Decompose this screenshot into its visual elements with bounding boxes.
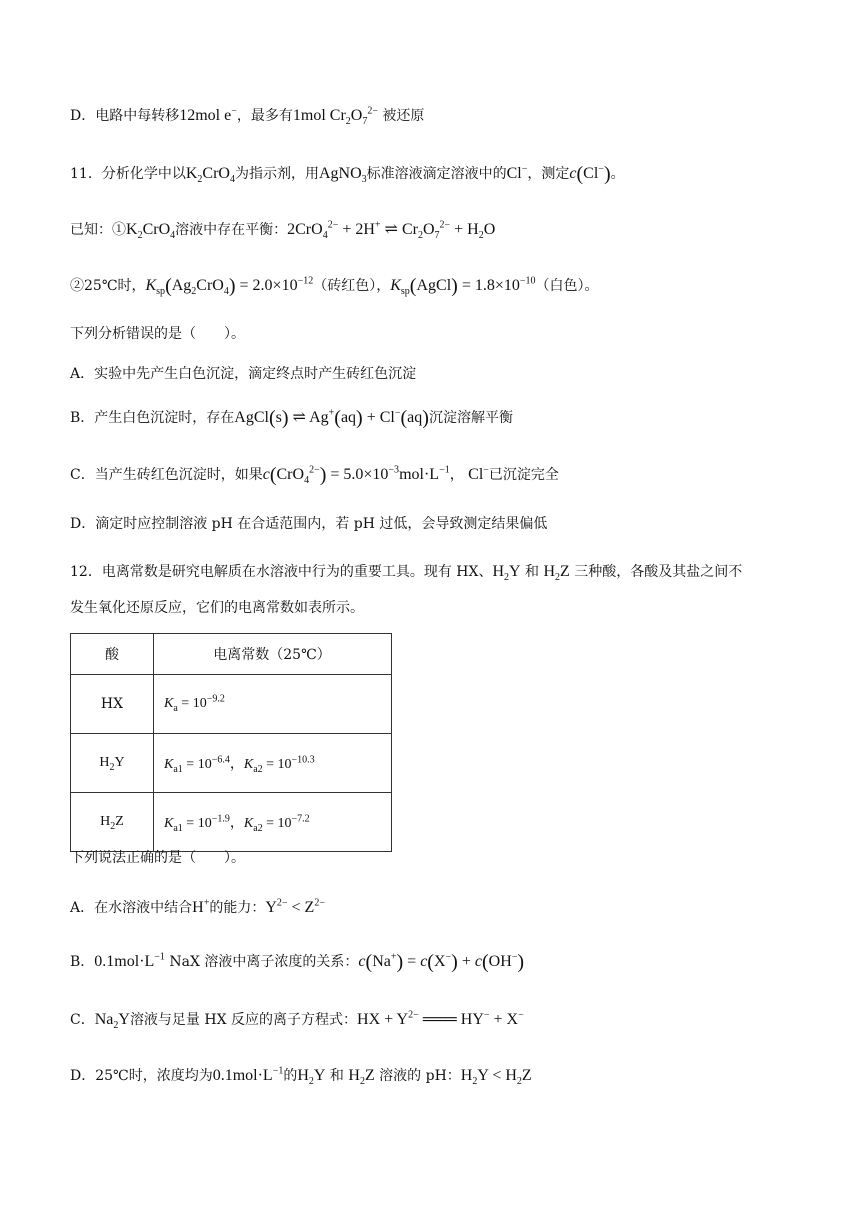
q11-stem: 11．分析化学中以$K_2CrO_4$为指示剂，用AgNO$_3$标准溶液滴定溶液中的Cl−，测定c(Cl−)。 bbox=[70, 163, 625, 186]
nax-concentration: $0.1mol\cdot L^{-1}$ bbox=[94, 951, 165, 970]
comparison-expression: $Y^{2-} < Z^{2-}$ bbox=[265, 897, 325, 916]
dissolution-equilibrium: AgCl(s) ⇌ Ag+(aq) + Cl−(aq) bbox=[234, 407, 429, 429]
table-row bbox=[71, 734, 392, 793]
formula-h2z: $H_2Z$ bbox=[348, 1067, 375, 1088]
formula-k2cro4: $K_2CrO_4$ bbox=[185, 165, 235, 186]
header-constant: 电离常数（25℃） bbox=[154, 634, 392, 675]
ph-comparison: $H_2Y < H_2Z$ bbox=[460, 1067, 532, 1088]
charge-balance-expression: c(Na+) = c(X−) + c(OH−) bbox=[358, 951, 525, 973]
constant-cell: $K_{a1} = 10^{-6.4}$，$K_{a2} = 10^{-10.3}$ bbox=[154, 734, 392, 793]
q11-option-d: D．滴定时应控制溶液 pH 在合适范围内，若 pH 过低，会导致测定结果偏低 bbox=[70, 516, 548, 532]
formula-h-ion: H+ bbox=[192, 897, 210, 916]
electron-quantity: 12mol e− bbox=[179, 105, 237, 124]
q11-question: 下列分析错误的是（ ）。 bbox=[70, 326, 245, 342]
formula-k2cro4: $K_2CrO_4$ bbox=[126, 221, 176, 242]
q12-option-a: A．在水溶液中结合H+的能力：$Y^{2-} < Z^{2-}$ bbox=[70, 897, 325, 916]
table-row bbox=[71, 793, 392, 852]
acid-cell: HX bbox=[71, 675, 154, 734]
q12-option-c: C．$Na_2Y$溶液与足量 HX 反应的离子方程式：HX + $Y^{2-}$ ═══ HY− + X− bbox=[70, 1009, 524, 1032]
q12-option-d: D．25℃时，浓度均为$0.1mol\cdot L^{-1}$的$H_2Y$ 和 $H_2Z$ 溶液的 pH：$H_2Y < H_2Z$ bbox=[70, 1065, 532, 1088]
q12-question: 下列说法正确的是（ ）。 bbox=[70, 850, 245, 866]
formula-cl-ion: Cl− bbox=[468, 464, 489, 483]
table-row bbox=[71, 675, 392, 734]
q11-option-a: A．实验中先产生白色沉淀，滴定终点时产生砖红色沉淀 bbox=[70, 366, 417, 382]
equilibrium-equation: 2CrO$_4^{2-}$ + 2H+ ⇌ $Cr_2O_7^{2-} + H_2O$ bbox=[287, 219, 496, 242]
constant-cell: $K_{a1} = 10^{-1.9}$，$K_{a2} = 10^{-7.2}$ bbox=[154, 793, 392, 852]
q12-option-b: B．$0.1mol\cdot L^{-1}$ NaX 溶液中离子浓度的关系：c(Na+) = c(X−) + c(OH−) bbox=[70, 951, 525, 973]
q11-option-c: C．当产生砖红色沉淀时，如果$c(CrO_4^{2-}) = 5.0\times 10^{-3}mol\cdot L^{-1}$， Cl−已沉淀完全 bbox=[70, 464, 559, 487]
q11-option-b: B．产生白色沉淀时，存在AgCl(s) ⇌ Ag+(aq) + Cl−(aq)沉淀溶解平衡 bbox=[70, 407, 513, 429]
q12-stem-line1: 12．电离常数是研究电解质在水溶液中行为的重要工具。现有 HX、$H_2Y$ 和 $H_2Z$ 三种酸，各酸及其盐之间不 bbox=[70, 563, 743, 584]
formula-h2y: $H_2Y$ bbox=[492, 563, 521, 584]
formula-cl-ion: Cl− bbox=[506, 163, 528, 182]
acid-cell: $H_2Z$ bbox=[71, 793, 154, 852]
formula-na2y: $Na_2Y$ bbox=[94, 1011, 130, 1032]
q11-known-1: 已知：$①K_2CrO_4$溶液中存在平衡：2CrO$_4^{2-}$ + 2H+ ⇌ $Cr_2O_7^{2-} + H_2O$ bbox=[70, 219, 496, 242]
ionic-equation: HX + $Y^{2-}$ ═══ HY− + X− bbox=[357, 1009, 524, 1028]
acid-concentration: $0.1mol\cdot L^{-1}$ bbox=[212, 1065, 284, 1084]
formula-agno3: AgNO$_3$ bbox=[318, 165, 367, 186]
q12-stem-line2: 发生氧化还原反应，它们的电离常数如表所示。 bbox=[70, 600, 364, 616]
table-header-row bbox=[71, 634, 392, 675]
ksp-ag2cro4: $K_{sp}(Ag_2CrO_4) = 2.0\times 10^{-12}$ bbox=[145, 275, 314, 298]
constant-cell: $K_a = 10^{-9.2}$ bbox=[154, 675, 392, 734]
formula-h2y: $H_2Y$ bbox=[297, 1067, 326, 1088]
formula-c-cl: c(Cl−) bbox=[569, 163, 611, 185]
formula-h2z: $H_2Z$ bbox=[543, 563, 570, 584]
ksp-agcl: $K_{sp}(AgCl) = 1.8\times 10^{-10}$ bbox=[390, 275, 536, 298]
q10-option-d: D．电路中每转移12mol e−，最多有1mol $Cr_2O_7^{2-}$ 被还原 bbox=[70, 105, 425, 128]
q11-known-2: ②25℃时，$K_{sp}(Ag_2CrO_4) = 2.0\times 10^{-12}$（砖红色），$K_{sp}(AgCl) = 1.8\times 10^{-10}$（白色）。 bbox=[70, 275, 599, 298]
ionization-constant-table bbox=[70, 633, 392, 852]
dichromate-quantity: 1mol $Cr_2O_7^{2-}$ bbox=[292, 105, 378, 128]
chromate-concentration: $c(CrO_4^{2-}) = 5.0\times 10^{-3}mol\cdot L^{-1}$ bbox=[262, 464, 450, 487]
header-acid: 酸 bbox=[71, 634, 154, 675]
acid-cell: $H_2Y$ bbox=[71, 734, 154, 793]
